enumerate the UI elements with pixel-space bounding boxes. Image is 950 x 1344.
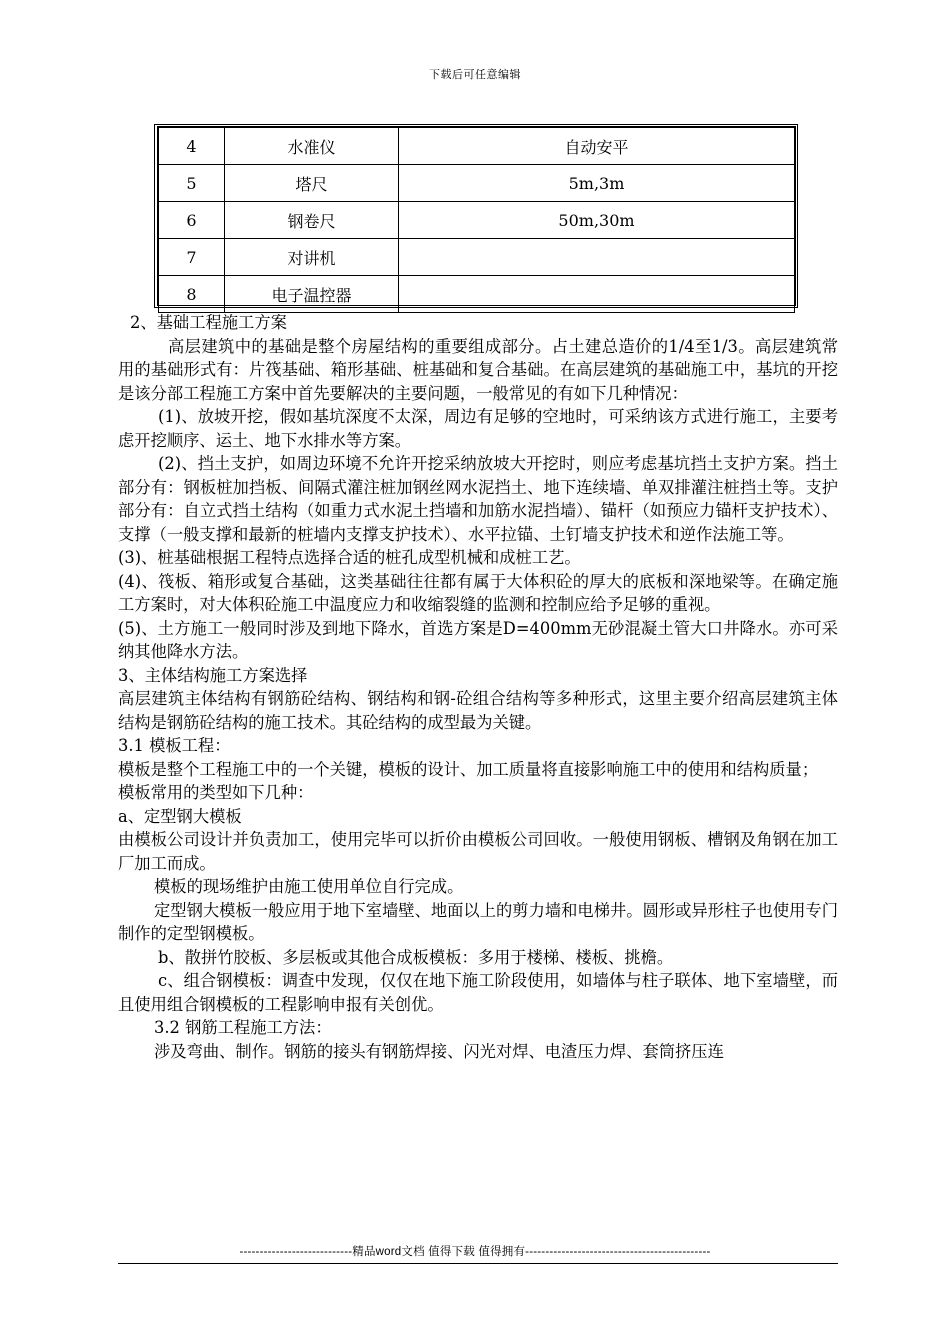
paragraph: 高层建筑中的基础是整个房屋结构的重要组成部分。占土建总造价的1/4至1/3。高层建筑常用的基础形式有：片筏基础、箱形基础、桩基础和复合基础。在高层建筑的基础施工中，基坑的开挖是该分部工程施工方案中首先要解决的主要问题，一般常见的有如下几种情况：	[118, 336, 838, 403]
row-number: 6	[159, 202, 225, 239]
row-number: 5	[159, 165, 225, 202]
table-row	[159, 165, 795, 202]
row-number: 7	[159, 239, 225, 276]
paragraph: 定型钢大模板一般应用于地下室墙壁、地面以上的剪力墙和电梯井。圆形或异形柱子也使用专门制作的定型钢模板。	[118, 900, 838, 943]
table-row	[159, 276, 795, 313]
paragraph: (1)、放坡开挖，假如基坑深度不太深，周边有足够的空地时，可采纳该方式进行施工，主要考虑开挖顺序、运土、地下水排水等方案。	[118, 407, 838, 450]
equipment-name: 水准仪	[225, 128, 399, 165]
subsection-heading: 3.1 模板工程：	[118, 736, 231, 755]
equipment-spec: 自动安平	[399, 128, 795, 165]
equipment-spec	[399, 239, 795, 276]
table-row	[159, 128, 795, 165]
row-number: 4	[159, 128, 225, 165]
table-row	[159, 202, 795, 239]
table-row	[159, 239, 795, 276]
footer-divider	[118, 1263, 838, 1264]
footer-text: ----------------------------精品word文档 值得下载 值得拥有----------------------------------------------	[239, 1246, 711, 1258]
equipment-table	[154, 124, 798, 308]
section-heading: 3、主体结构施工方案选择	[118, 665, 308, 685]
header-note: 下载后可任意编辑	[429, 68, 521, 81]
row-number: 8	[159, 276, 225, 313]
subsection-heading: 3.2 钢筋工程施工方法：	[154, 1018, 332, 1037]
equipment-table-grid	[158, 127, 795, 313]
paragraph: (3)、桩基础根据工程特点选择合适的桩孔成型机械和成桩工艺。	[118, 548, 581, 567]
equipment-spec: 5m,3m	[399, 165, 795, 202]
section-heading: 2、基础工程施工方案	[130, 313, 287, 332]
paragraph: 由模板公司设计并负责加工，使用完毕可以折价由模板公司回收。一般使用钢板、槽钢及角钢在加工厂加工而成。	[118, 830, 838, 873]
paragraph: 模板的现场维护由施工使用单位自行完成。	[154, 877, 464, 896]
equipment-spec	[399, 276, 795, 313]
equipment-name: 电子温控器	[225, 276, 399, 313]
paragraph: (4)、筏板、箱形或复合基础，这类基础往往都有属于大体积砼的厚大的底板和深地梁等。在确定施工方案时，对大体积砼施工中温度应力和收缩裂缝的监测和控制应给予足够的重视。	[118, 571, 838, 614]
paragraph: 模板常用的类型如下几种：	[118, 783, 314, 802]
paragraph: (5)、土方施工一般同时涉及到地下降水，首选方案是D=400mm无砂混凝土管大口井降水。亦可采纳其他降水方法。	[118, 618, 838, 661]
list-item: b、散拼竹胶板、多层板或其他合成板模板：多用于楼梯、楼板、挑檐。	[158, 947, 674, 967]
paragraph: 高层建筑主体结构有钢筋砼结构、钢结构和钢-砼组合结构等多种形式，这里主要介绍高层建筑主体结构是钢筋砼结构的施工技术。其砼结构的成型最为关键。	[118, 689, 838, 732]
list-item: c、组合钢模板：调查中发现，仅仅在地下施工阶段使用，如墙体与柱子联体、地下室墙壁，而且使用组合钢模板的工程影响申报有关创优。	[118, 971, 838, 1014]
equipment-name: 塔尺	[225, 165, 399, 202]
equipment-spec: 50m,30m	[399, 202, 795, 239]
paragraph: 模板是整个工程施工中的一个关键，模板的设计、加工质量将直接影响施工中的使用和结构质量；	[118, 759, 819, 779]
document-body	[118, 311, 838, 1063]
list-item: a、定型钢大模板	[118, 806, 242, 826]
paragraph: 涉及弯曲、制作。钢筋的接头有钢筋焊接、闪光对焊、电渣压力焊、套筒挤压连	[154, 1041, 724, 1061]
paragraph: (2)、挡土支护，如周边环境不允许开挖采纳放坡大开挖时，则应考虑基坑挡土支护方案。挡土部分有：钢板桩加挡板、间隔式灌注桩加钢丝网水泥挡土、地下连续墙、单双排灌注桩挡土等。支护部分有：自立式挡土结构（如重力式水泥土挡墙和加筋水泥挡墙）、锚杆（如预应力锚杆支护技术）、支撑（一般支撑和最新的桩墙内支撑支护技术）、水平拉锚、土钉墙支护技术和逆作法施工等。	[118, 454, 838, 544]
equipment-name: 钢卷尺	[225, 202, 399, 239]
equipment-name: 对讲机	[225, 239, 399, 276]
